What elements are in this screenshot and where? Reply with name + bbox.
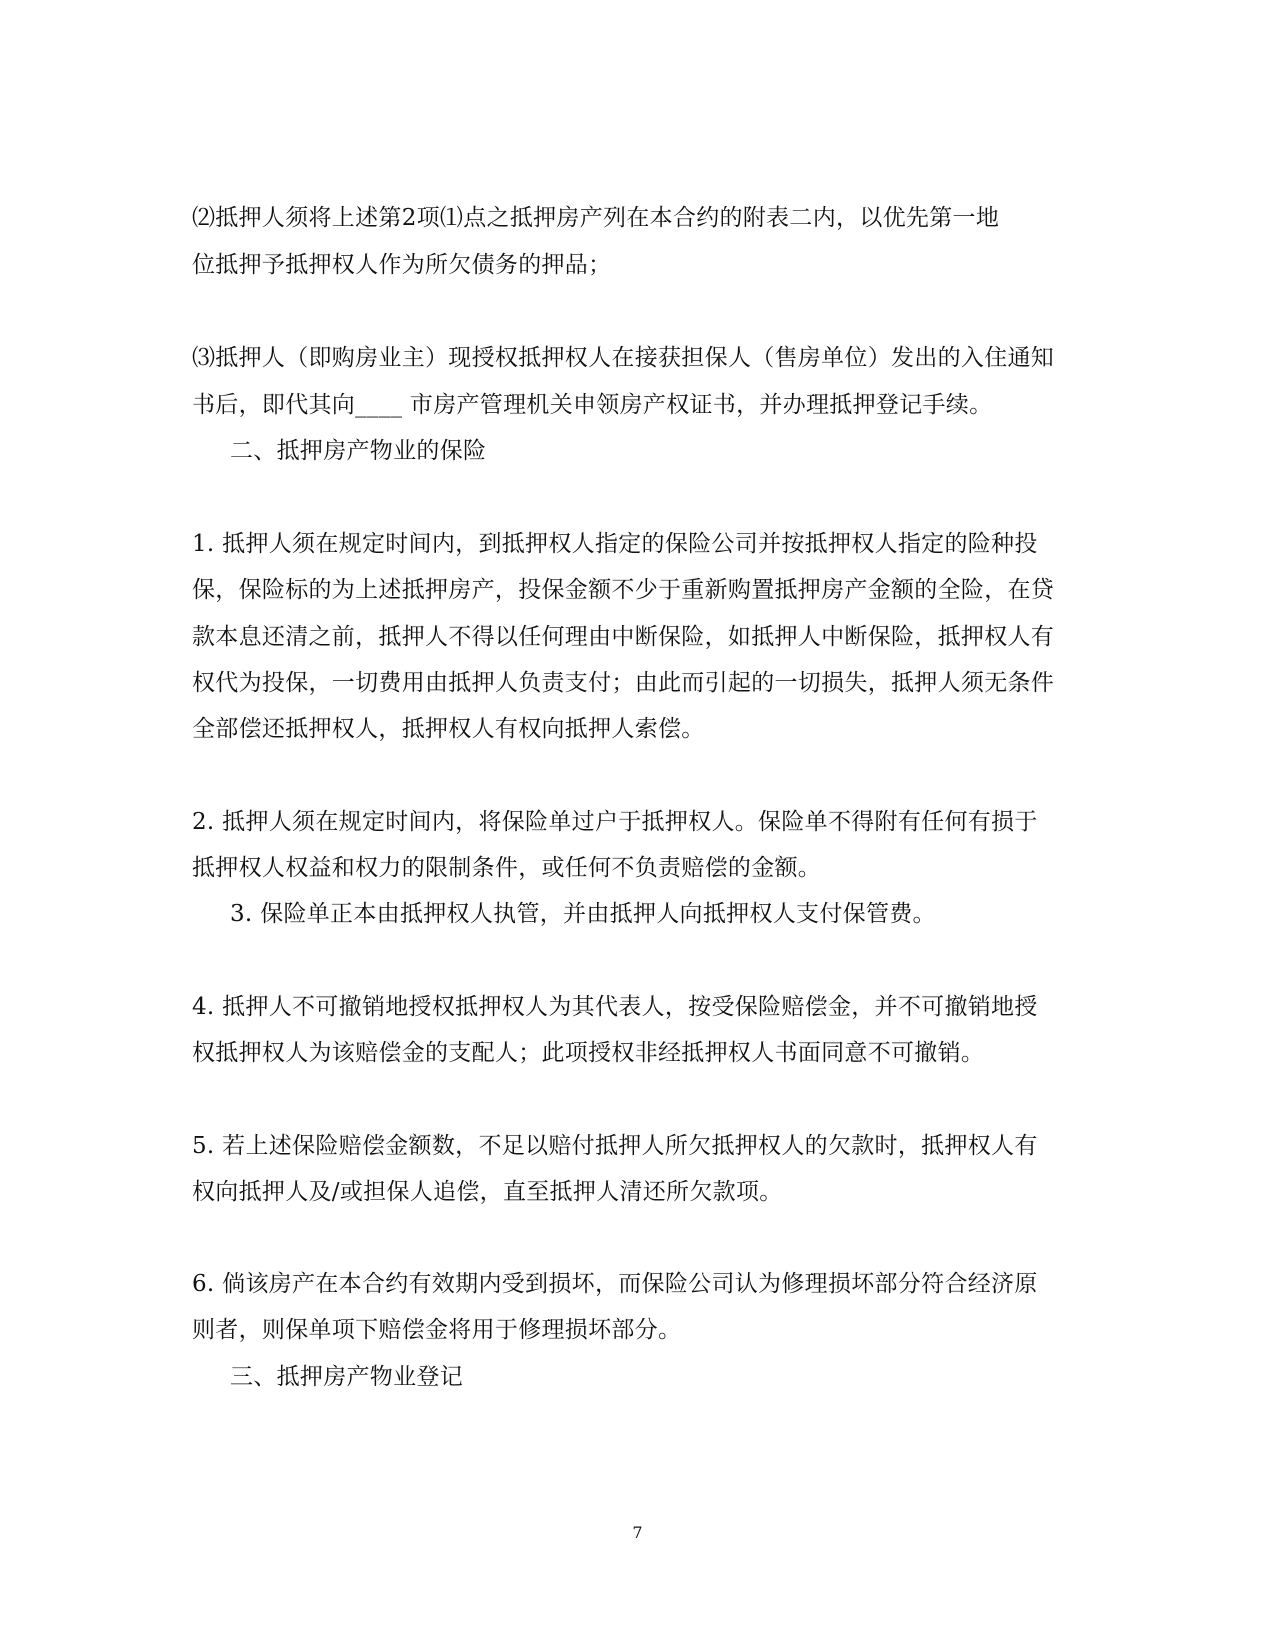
item-2-line-1: 2. 抵押人须在规定时间内，将保险单过户于抵押权人。保险单不得附有任何有损于	[192, 809, 1038, 835]
paragraph-2-line-1: ⑵抵押人须将上述第2项⑴点之抵押房产列在本合约的附表二内，以优先第一地	[192, 205, 1000, 231]
item-3-line-1: 3. 保险单正本由抵押权人执管，并由抵押人向抵押权人支付保管费。	[230, 901, 936, 927]
section-heading-insurance: 二、抵押房产物业的保险	[230, 438, 487, 464]
page-number: 7	[632, 1523, 643, 1542]
item-1-line-1: 1. 抵押人须在规定时间内，到抵押权人指定的保险公司并按抵押权人指定的险种投	[192, 531, 1038, 557]
item-6-line-1: 6. 倘该房产在本合约有效期内受到损坏，而保险公司认为修理损坏部分符合经济原	[192, 1271, 1038, 1297]
item-6-line-2: 则者，则保单项下赔偿金将用于修理损坏部分。	[192, 1317, 682, 1343]
paragraph-3-line-2: 书后，即代其向____ 市房产管理机关申领房产权证书，并办理抵押登记手续。	[192, 392, 993, 418]
item-2-line-2: 抵押权人权益和权力的限制条件，或任何不负责赔偿的金额。	[192, 855, 822, 881]
paragraph-3-line-1: ⑶抵押人（即购房业主）现授权抵押权人在接获担保人（售房单位）发出的入住通知	[192, 345, 1055, 371]
paragraph-2-line-2: 位抵押予抵押权人作为所欠债务的押品；	[192, 252, 612, 278]
section-heading-registration: 三、抵押房产物业登记	[230, 1364, 463, 1390]
item-1-line-4: 权代为投保，一切费用由抵押人负责支付；由此而引起的一切损失，抵押人须无条件	[192, 670, 1055, 696]
item-4-line-2: 权抵押权人为该赔偿金的支配人；此项授权非经抵押权人书面同意不可撤销。	[192, 1040, 985, 1066]
item-5-line-1: 5. 若上述保险赔偿金额数，不足以赔付抵押人所欠抵押权人的欠款时，抵押权人有	[192, 1133, 1038, 1159]
item-4-line-1: 4. 抵押人不可撤销地授权抵押权人为其代表人，按受保险赔偿金，并不可撤销地授	[192, 994, 1038, 1020]
item-5-line-2: 权向抵押人及/或担保人追偿，直至抵押人清还所欠款项。	[192, 1179, 783, 1205]
item-1-line-5: 全部偿还抵押权人，抵押权人有权向抵押人索偿。	[192, 716, 705, 742]
item-1-line-3: 款本息还清之前，抵押人不得以任何理由中断保险，如抵押人中断保险，抵押权人有	[192, 624, 1055, 650]
item-1-line-2: 保，保险标的为上述抵押房产，投保金额不少于重新购置抵押房产金额的全险，在贷	[192, 577, 1055, 603]
